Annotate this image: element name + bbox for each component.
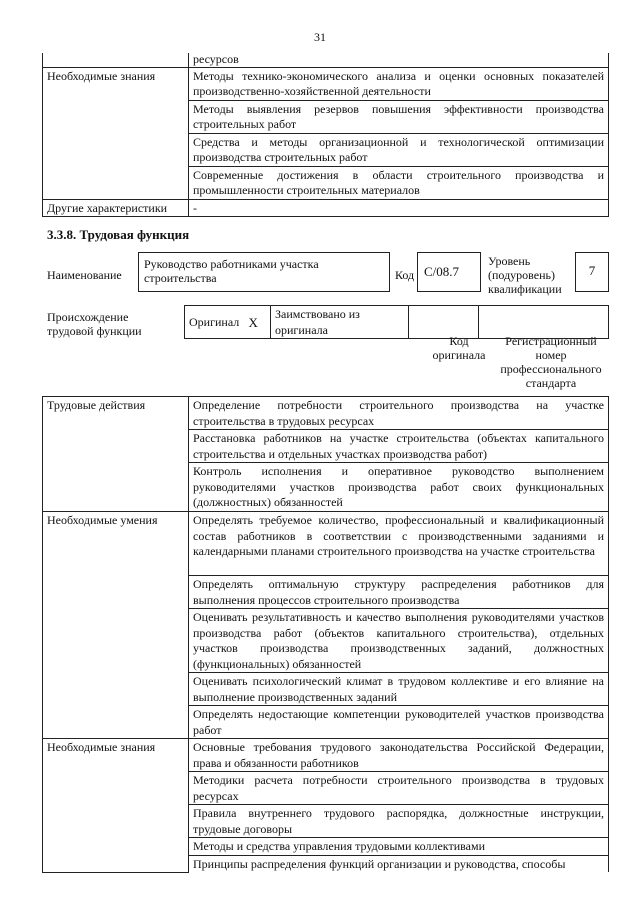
top-cont-text: ресурсов xyxy=(189,53,609,67)
top-table xyxy=(42,53,609,217)
other-value: - xyxy=(189,199,609,217)
actions-label: Трудовые действия xyxy=(43,397,189,512)
skills-label: Необходимые умения xyxy=(43,512,189,739)
top-knowledge-item: Методы выявления резервов повышения эффективности производства строительных работ xyxy=(189,100,609,133)
name-box xyxy=(138,252,390,292)
original-mark: X xyxy=(245,306,271,339)
knowledge-label: Необходимые знания xyxy=(43,739,189,873)
skill-item: Оценивать психологический климат в трудовом коллективе и его влияние на выполнение производственных заданий xyxy=(189,673,609,706)
top-knowledge-label: Необходимые знания xyxy=(43,67,189,199)
top-empty-label xyxy=(43,53,189,67)
knowledge-item: Основные требования трудового законодательства Российской Федерации, права и обязанности работников xyxy=(189,739,609,772)
other-label: Другие характеристики xyxy=(43,199,189,217)
level-value: 7 xyxy=(588,263,596,278)
name-value: Руководство работниками участка строительства xyxy=(144,257,319,285)
code-label: Код xyxy=(395,268,415,282)
reg-label: Регистрационный номер профессионального стандарта xyxy=(500,334,602,390)
code-orig-label: Код оригинала xyxy=(432,334,486,362)
section-title: 3.3.8. Трудовая функция xyxy=(47,227,190,242)
skill-item: Определять недостающие компетенции руководителей участков производства работ xyxy=(189,706,609,739)
level-box xyxy=(575,252,609,292)
action-item: Определение потребности строительного производства на участке строительства в трудовых ресурсах xyxy=(189,397,609,430)
original-label: Оригинал xyxy=(185,306,245,339)
action-item: Контроль исполнения и оперативное руководство выполнением руководителями участков производства работ своих функциональных (должностных) обязанностей xyxy=(189,463,609,512)
top-knowledge-item: Современные достижения в области строительного производства и промышленности строительных материалов xyxy=(189,166,609,199)
level-label: Уровень (подуровень) квалификации xyxy=(488,254,562,296)
name-label: Наименование xyxy=(47,268,122,282)
action-item: Расстановка работников на участке строительства (объектах капитального строительства и отдельных участках производства работ) xyxy=(189,430,609,463)
skill-item: Определять требуемое количество, профессиональный и квалификационный состав работников в соответствии с производственными заданиями и календарными планами строительного производства на участке строительства xyxy=(189,512,609,576)
code-box xyxy=(417,252,481,292)
skill-item: Оценивать результативность и качество выполнения руководителями участков производства работ (объектов капитального строительства), отдельных участков производства производственных заданий, должностных (функциональных) обязанностей xyxy=(189,609,609,673)
main-table xyxy=(42,396,609,873)
top-knowledge-item: Средства и методы организационной и технологической оптимизации производства строительных работ xyxy=(189,133,609,166)
origin-label: Происхождение трудовой функции xyxy=(47,310,142,338)
page-number: 31 xyxy=(314,30,326,44)
knowledge-item: Методики расчета потребности строительного производства в трудовых ресурсах xyxy=(189,772,609,805)
knowledge-item: Правила внутреннего трудового распорядка, должностные инструкции, трудовые договоры xyxy=(189,805,609,838)
skill-item: Определять оптимальную структуру распределения работников для выполнения процессов строительного производства xyxy=(189,576,609,609)
top-knowledge-item: Методы технико-экономического анализа и оценки основных показателей производственно-хозяйственной деятельности xyxy=(189,67,609,100)
borrowed-label: Заимствовано из оригинала xyxy=(271,306,409,339)
code-value: C/08.7 xyxy=(424,264,460,279)
knowledge-item: Принципы распределения функций организации и руководства, способы xyxy=(189,855,609,872)
knowledge-item: Методы и средства управления трудовыми коллективами xyxy=(189,838,609,856)
